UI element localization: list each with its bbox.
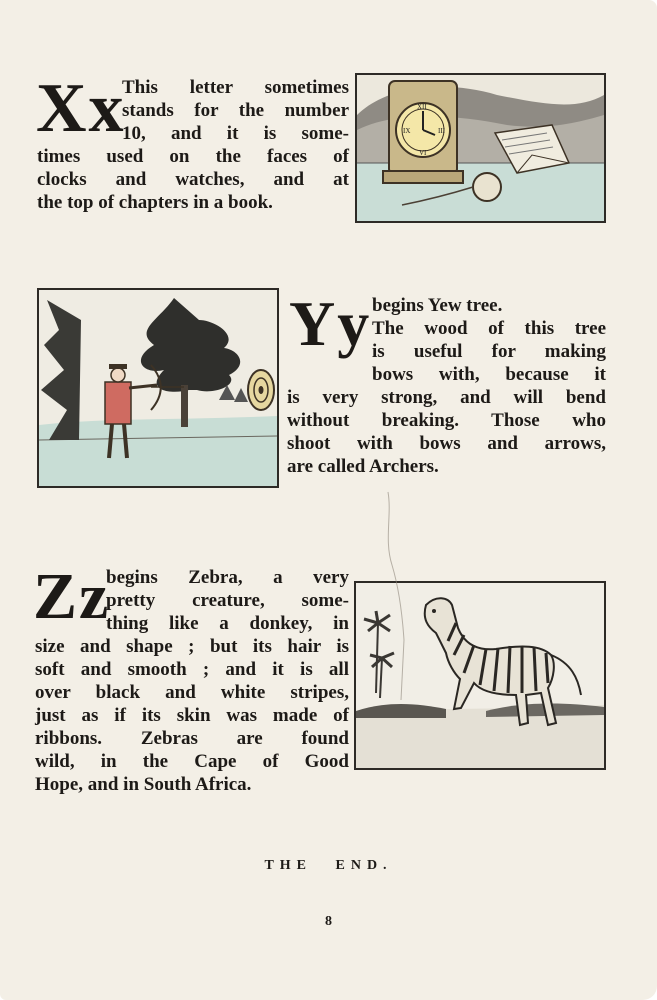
- paragraph-line: thing like a donkey, in: [106, 613, 349, 634]
- the-end-caption: THE END.: [264, 858, 393, 873]
- paragraph-line: size and shape ; but its hair is: [35, 636, 349, 657]
- paragraph-line: The wood of this tree: [372, 318, 606, 339]
- paragraph-line: soft and smooth ; and it is all: [35, 659, 349, 680]
- paragraph-line: over black and white stripes,: [35, 682, 349, 703]
- svg-text:VI: VI: [419, 149, 427, 157]
- paragraph-line: begins Yew tree.: [372, 295, 503, 316]
- svg-text:XII: XII: [417, 103, 427, 111]
- paragraph-line: the top of chapters in a book.: [37, 192, 273, 213]
- paragraph-line: stands for the number: [122, 100, 349, 121]
- initial-letter-z: Zz: [33, 560, 111, 633]
- paragraph-line: Hope, and in South Africa.: [35, 774, 252, 795]
- paragraph-line: ribbons. Zebras are found: [35, 728, 349, 749]
- paragraph-line: This letter sometimes: [122, 77, 349, 98]
- paragraph-line: 10, and it is some-: [122, 123, 349, 144]
- paragraph-line: is very strong, and will bend: [287, 387, 606, 408]
- paragraph-line: shoot with bows and arrows,: [287, 433, 606, 454]
- paragraph-line: are called Archers.: [287, 456, 439, 477]
- paragraph-line: bows with, because it: [372, 364, 606, 385]
- svg-text:III: III: [438, 127, 445, 135]
- paragraph-line: is useful for making: [372, 341, 606, 362]
- initial-letter-y: Yy: [289, 288, 372, 359]
- paragraph-line: pretty creature, some-: [106, 590, 349, 611]
- paragraph-line: clocks and watches, and at: [37, 169, 349, 190]
- archer-illustration: [37, 288, 279, 488]
- paragraph-line: begins Zebra, a very: [106, 567, 349, 588]
- zebra-illustration: [354, 581, 606, 770]
- paragraph-line: just as if its skin was made of: [35, 705, 349, 726]
- paragraph-line: times used on the faces of: [37, 146, 349, 167]
- initial-letter-x: Xx: [36, 70, 126, 147]
- svg-text:IX: IX: [403, 127, 411, 135]
- paragraph-line: wild, in the Cape of Good: [35, 751, 349, 772]
- paragraph-line: without breaking. Those who: [287, 410, 606, 431]
- page-number: 8: [325, 914, 332, 929]
- clock-illustration: [355, 73, 606, 223]
